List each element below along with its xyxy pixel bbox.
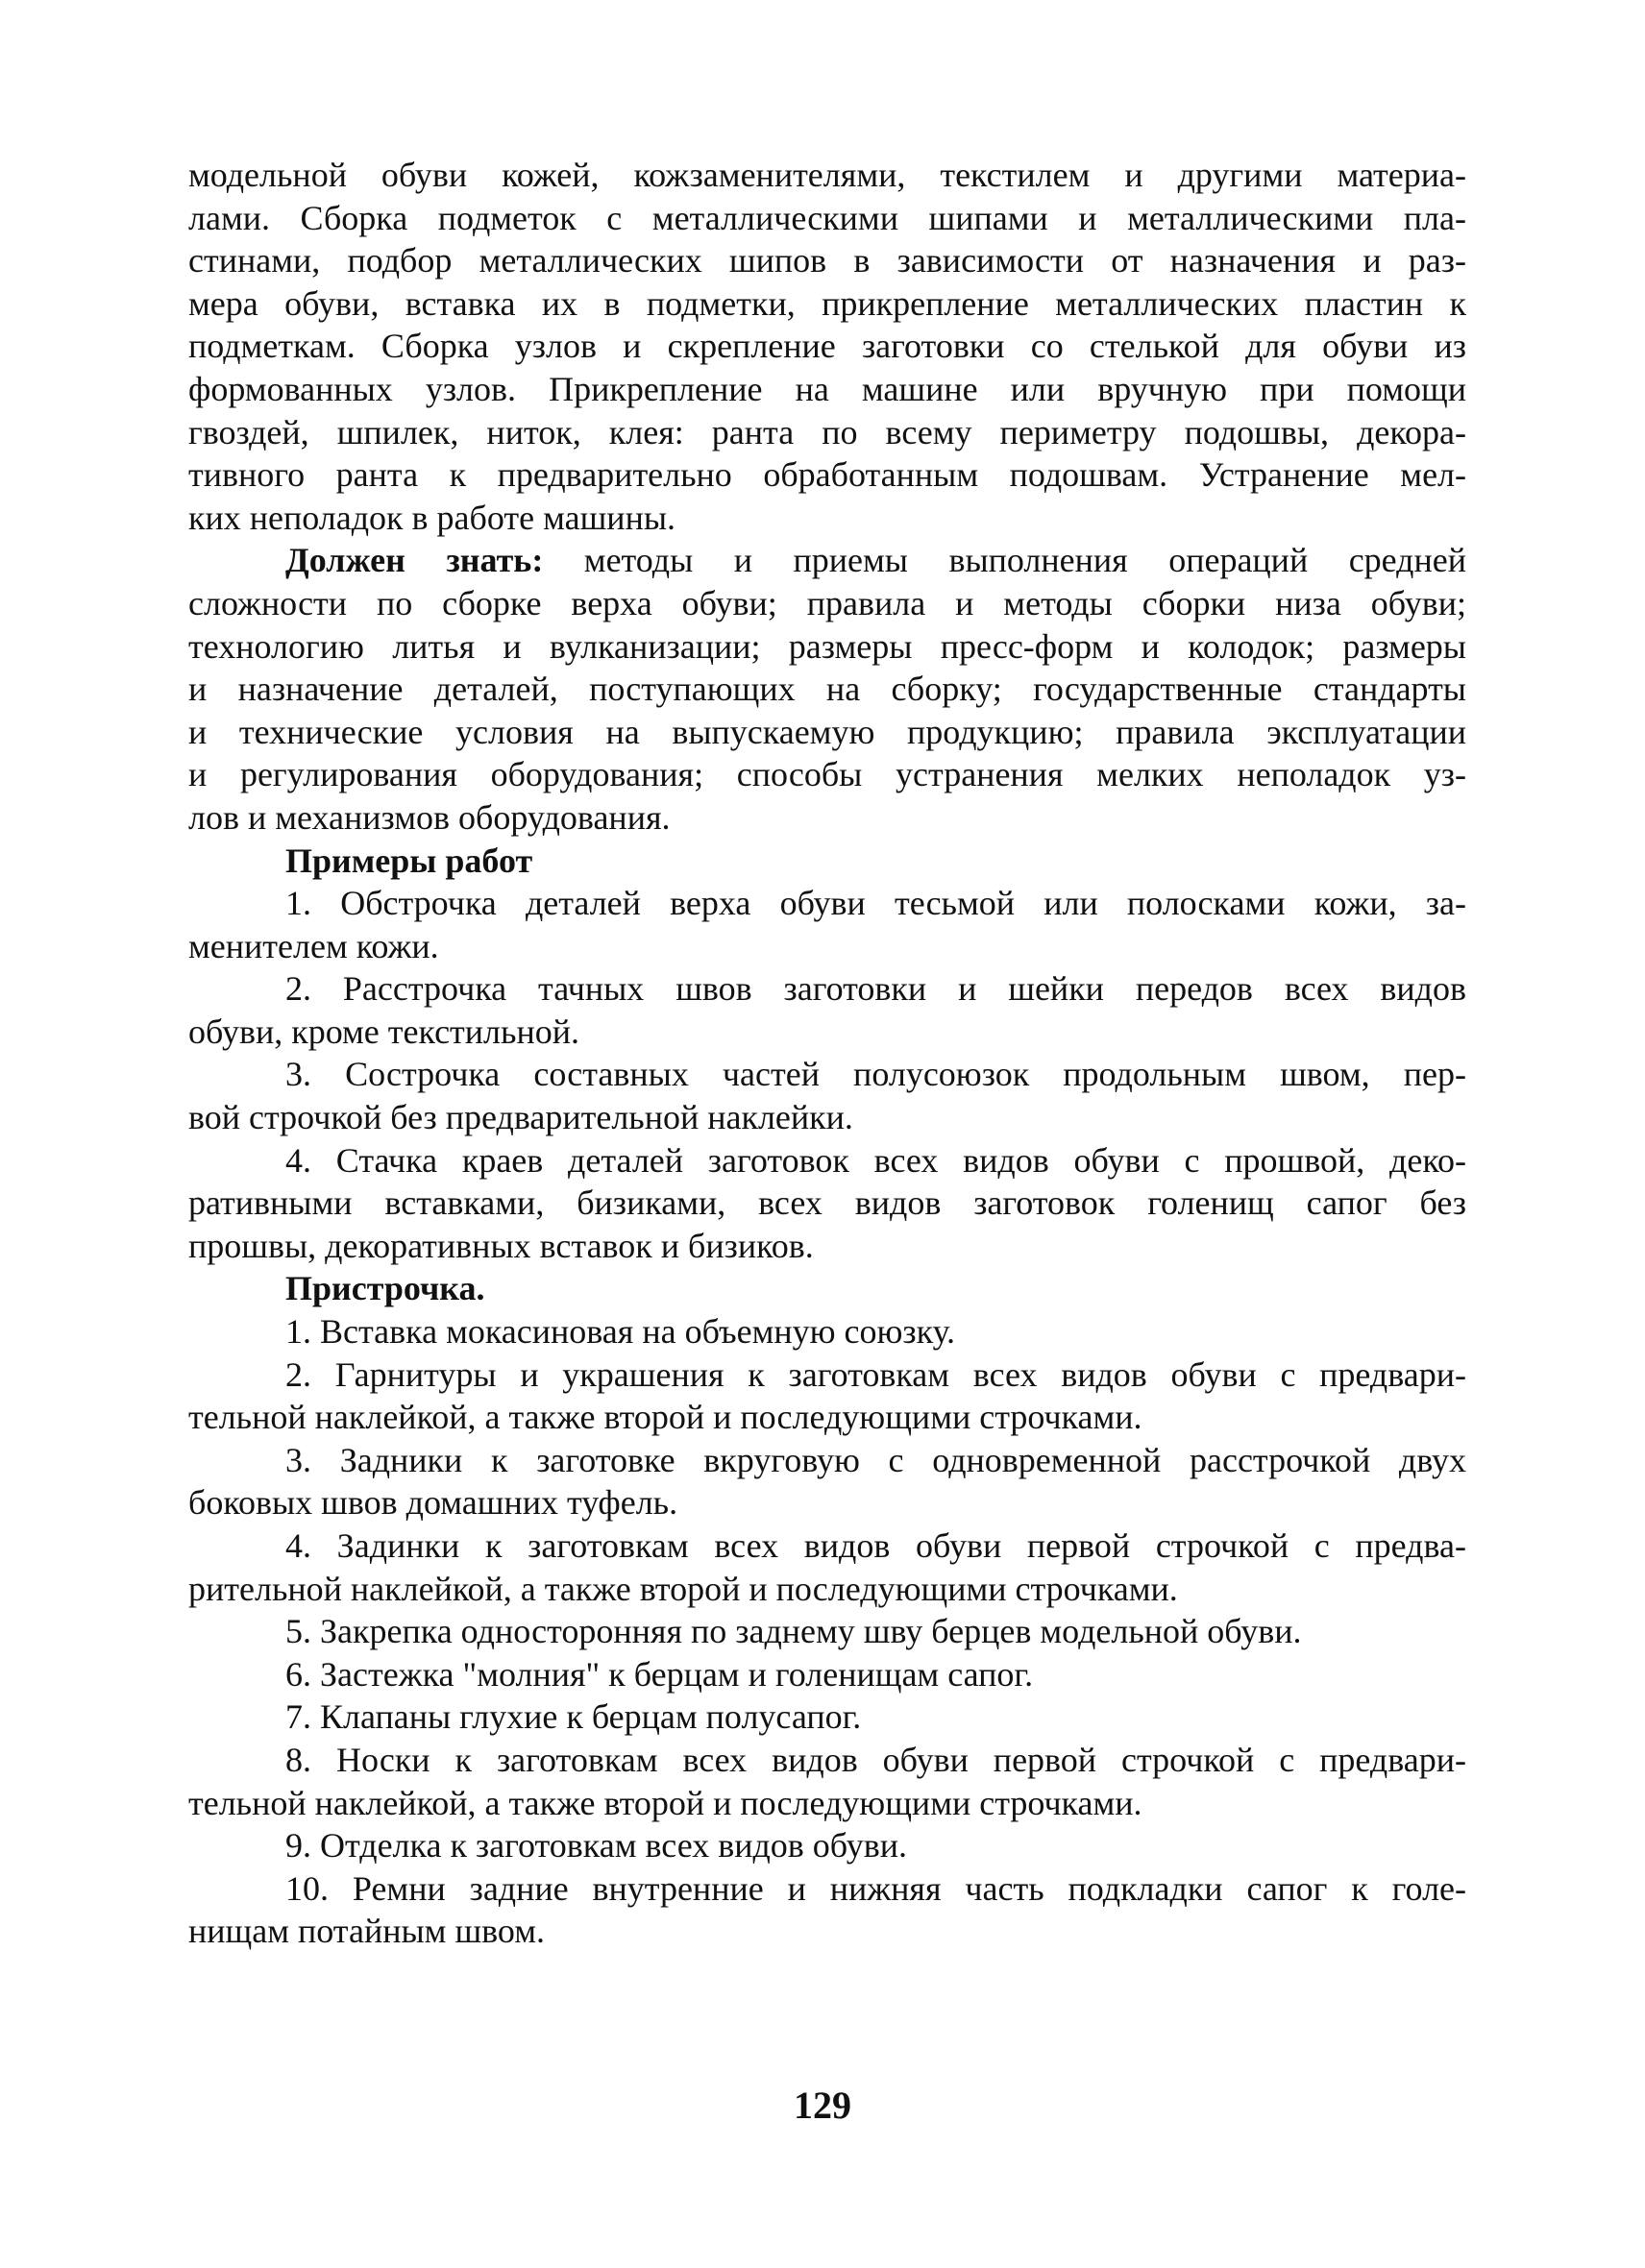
list-item: 6. Застежка "молния" к берцам и голенищам сапог.: [285, 1654, 1034, 1694]
text-line: и назначение деталей, поступающих на сборку; государственные стандарты: [188, 670, 1466, 709]
page-number: 129: [794, 2084, 851, 2127]
list-item-continuation: рительной наклейкой, а также второй и последующими строчками.: [188, 1569, 1178, 1608]
pristrochka-list: [188, 1310, 1466, 1953]
list-item: 8. Носки к заготовкам всех видов обуви первой строчкой с предвари-: [285, 1740, 1466, 1779]
text-line: подметкам. Сборка узлов и скрепление заготовки со стелькой для обуви из: [188, 327, 1466, 366]
list-item: 4. Задинки к заготовкам всех видов обуви первой строчкой с предва-: [285, 1526, 1466, 1565]
text-line: формованных узлов. Прикрепление на машине или вручную при помощи: [188, 369, 1466, 408]
list-item-continuation: прошвы, декоративных вставок и бизиков.: [188, 1226, 814, 1265]
text-line: стинами, подбор металлических шипов в зависимости от назначения и раз-: [188, 241, 1466, 280]
text-line: мера обуви, вставка их в подметки, прикрепление металлических пластин к: [188, 283, 1466, 323]
list-item: 10. Ремни задние внутренние и нижняя часть подкладки сапог к голе-: [285, 1868, 1466, 1908]
list-item-continuation: ративными вставками, бизиками, всех видов заготовок голенищ сапог без: [188, 1183, 1466, 1223]
list-item: 1. Обстрочка деталей верха обуви тесьмой или полосками кожи, за-: [285, 884, 1466, 923]
list-item-continuation: менителем кожи.: [188, 926, 439, 965]
text-line: модельной обуви кожей, кожзаменителями, текстилем и другими материа-: [188, 156, 1466, 194]
examples-list: [188, 882, 1466, 1267]
list-item: 3. Сострочка составных частей полусоюзок продольным швом, пер-: [285, 1055, 1466, 1094]
knowledge-label: Должен знать:: [285, 541, 544, 580]
list-item-continuation: обуви, кроме текстильной.: [188, 1012, 579, 1051]
page-body: [188, 154, 1466, 1953]
examples-heading: Примеры работ: [285, 841, 533, 880]
list-item: 2. Расстрочка тачных швов заготовки и шейки передов всех видов: [285, 969, 1466, 1009]
list-item-continuation: тельной наклейкой, а также второй и последующими строчками.: [188, 1398, 1142, 1437]
list-item: 5. Закрепка односторонняя по заднему шву берцев модельной обуви.: [285, 1612, 1302, 1651]
intro-paragraph: [188, 154, 1466, 539]
list-item: 3. Задники к заготовке вкруговую с одновременной расстрочкой двух: [285, 1440, 1466, 1479]
text-line: лами. Сборка подметок с металлическими шипами и металлическими пла-: [188, 198, 1466, 237]
text-line: лов и механизмов оборудования.: [188, 797, 671, 837]
text-line: технологию литья и вулканизации; размеры пресс-форм и колодок; размеры: [188, 626, 1466, 666]
list-item-continuation: боковых швов домашних туфель.: [188, 1483, 678, 1523]
pristrochka-heading: Пристрочка.: [285, 1269, 485, 1308]
text-line: сложности по сборке верха обуви; правила и методы сборки низа обуви;: [188, 583, 1466, 622]
text-line: тивного ранта к предварительно обработанным подошвам. Устранение мел-: [188, 455, 1466, 495]
knowledge-first-line: методы и приемы выполнения операций средней: [543, 541, 1466, 580]
text-line: [188, 539, 1466, 582]
list-item: 4. Стачка краев деталей заготовок всех видов обуви с прошвой, деко-: [285, 1140, 1466, 1180]
knowledge-paragraph: [188, 539, 1466, 839]
text-line: гвоздей, шпилек, ниток, клея: ранта по всему периметру подошвы, декора-: [188, 412, 1466, 451]
text-line: и регулирования оборудования; способы устранения мелких неполадок уз-: [188, 755, 1466, 794]
list-item-continuation: нищам потайным швом.: [188, 1912, 546, 1951]
list-item-continuation: тельной наклейкой, а также второй и последующими строчками.: [188, 1783, 1142, 1822]
list-item-continuation: вой строчкой без предварительной наклейки.: [188, 1098, 853, 1137]
list-item: 1. Вставка мокасиновая на объемную союзку.: [285, 1312, 956, 1352]
list-item: 9. Отделка к заготовкам всех видов обуви.: [285, 1826, 907, 1866]
text-line: и технические условия на выпускаемую продукцию; правила эксплуатации: [188, 712, 1466, 751]
list-item: 2. Гарнитуры и украшения к заготовкам всех видов обуви с предвари-: [285, 1354, 1466, 1394]
list-item: 7. Клапаны глухие к берцам полусапог.: [285, 1697, 862, 1737]
text-line: ких неполадок в работе машины.: [188, 498, 676, 537]
